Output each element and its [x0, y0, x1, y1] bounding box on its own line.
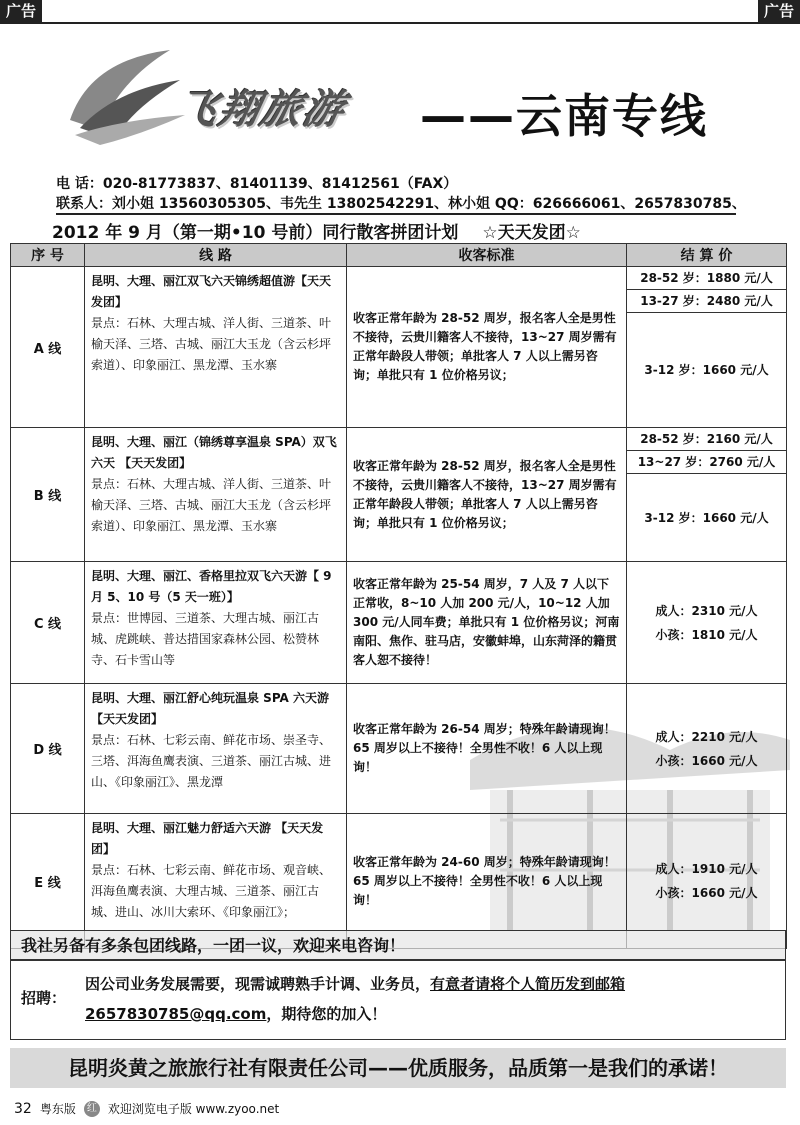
- header-route: 线 路: [85, 244, 347, 267]
- price-item: 成人：1910 元/人: [655, 862, 758, 876]
- route-spots: 景点：石林、七彩云南、鲜花市场、观音峡、洱海鱼鹰表演、大理古城、三道茶、丽江古城、进山、冰川大索环、《印象丽江》；: [91, 863, 332, 919]
- price-item: 成人：2310 元/人: [655, 603, 758, 618]
- divider: [56, 213, 736, 215]
- route-cell: [85, 814, 347, 949]
- ad-label-right: 广告: [758, 0, 800, 22]
- price-item: 28-52 岁：1880 元/人: [627, 267, 786, 290]
- price-item: 小孩：1810 元/人: [655, 627, 758, 642]
- phone-value: 020-81773837、81401139、81412561（FAX）: [102, 176, 458, 192]
- recruitment-label: 招聘：: [21, 989, 67, 1007]
- route-cell: [85, 428, 347, 562]
- row-no: D 线: [11, 684, 85, 814]
- table-row: [11, 814, 787, 949]
- price-item: 3-12 岁：1660 元/人: [644, 510, 769, 525]
- standard-cell: 收客正常年龄为 25-54 周岁，7 人及 7 人以下正常收，8~10 人加 200 元/人，10~12 人加 300 元/人同车费；单批只有 1 位价格另议；河南南阳、焦作、驻马店，安徽蚌埠，山东菏泽的籍贯客人恕不接待！: [347, 562, 627, 684]
- table-row: [11, 684, 787, 814]
- standard-cell: 收客正常年龄为 26-54 周岁；特殊年龄请现询！65 周岁以上不接待！全男性不收！6 人以上现询！: [347, 684, 627, 814]
- route-title-text: 昆明、大理、丽江（锦绣尊享温泉 SPA）双飞六天 【天天发团】: [91, 435, 337, 470]
- route-title-text: 昆明、大理、丽江、香格里拉双飞六天游【 9 月 5、10 号（5 天一班）】: [91, 569, 332, 604]
- table-row: [11, 562, 787, 684]
- route-spots: 景点：石林、七彩云南、鲜花市场、崇圣寺、三塔、洱海鱼鹰表演、三道茶、丽江古城、进山、《印象丽江》、黑龙潭: [91, 733, 332, 789]
- plan-title: [52, 218, 581, 243]
- row-no: C 线: [11, 562, 85, 684]
- row-no: E 线: [11, 814, 85, 949]
- route-title-text: 昆明、大理、丽江双飞六天锦绣超值游【天天发团】: [91, 274, 332, 309]
- header-standard: 收客标准: [347, 244, 627, 267]
- price-cell: [627, 814, 787, 949]
- route-title-text: 昆明、大理、丽江魅力舒适六天游 【天天发团】: [91, 821, 324, 856]
- top-rule: [0, 22, 800, 24]
- page-number: 32: [14, 1100, 32, 1117]
- row-no: B 线: [11, 428, 85, 562]
- plan-title-text: 2012 年 9 月（第一期•10 号前）同行散客拼团计划: [52, 223, 459, 243]
- contact-person-label: 联系人：: [56, 196, 112, 212]
- route-spots: 景点：石林、大理古城、洋人街、三道茶、叶榆天泽、三塔、古城、丽江大玉龙（含云杉坪索道）、印象丽江、黑龙潭、玉水寨: [91, 477, 332, 533]
- route-title: ——云南专线: [420, 89, 708, 143]
- price-item: 13-27 岁：2480 元/人: [627, 290, 786, 313]
- table-row: [11, 428, 787, 562]
- recruitment-box: [10, 960, 786, 1040]
- row-no: A 线: [11, 267, 85, 428]
- tour-table: [10, 243, 787, 949]
- route-cell: [85, 562, 347, 684]
- edition-label: 粤东版: [39, 1102, 76, 1116]
- phone-label: 电 话：: [56, 176, 103, 192]
- route-spots: 景点：石林、大理古城、洋人街、三道茶、叶榆天泽、三塔、古城、丽江大玉龙（含云杉坪索道）、印象丽江、黑龙潭、玉水寨: [91, 316, 332, 372]
- price-item: 小孩：1660 元/人: [655, 753, 758, 768]
- plan-badge: ☆天天发团☆: [482, 223, 581, 243]
- price-cell: [627, 562, 787, 684]
- swoosh-logo-icon: [60, 40, 190, 150]
- standard-cell: 收客正常年龄为 28-52 周岁，报名客人全是男性不接待，云贵川籍客人不接待，13~27 周岁需有正常年龄段人带领；单批客人 7 人以上需另咨询；单批只有 1 位价格另议；: [347, 267, 627, 428]
- table-header-row: [11, 244, 787, 267]
- route-title-text: 昆明、大理、丽江舒心纯玩温泉 SPA 六天游 【天天发团】: [91, 691, 329, 726]
- price-item: 28-52 岁：2160 元/人: [627, 428, 786, 451]
- route-cell: [85, 684, 347, 814]
- group-tour-note: 我社另备有多条包团线路，一团一议，欢迎来电咨询！: [10, 930, 786, 960]
- edition-badge-icon: 红: [84, 1101, 100, 1117]
- price-item: 成人：2210 元/人: [655, 729, 758, 744]
- route-spots: 景点：世博园、三道茶、大理古城、丽江古城、虎跳峡、普达措国家森林公园、松赞林寺、石卡雪山等: [91, 611, 320, 667]
- footer-slogan: 欢迎浏览电子版 www.zyoo.net: [107, 1102, 280, 1116]
- price-cell: [627, 684, 787, 814]
- recruitment-text: 因公司业务发展需要，现需诚聘熟手计调、业务员，有意者请将个人简历发到邮箱 2657830785@qq.com，期待您的加入！: [85, 975, 626, 1023]
- phone-line: [56, 173, 457, 193]
- price-item: 13~27 岁：2760 元/人: [627, 451, 786, 474]
- contact-person-line: [56, 193, 746, 213]
- price-item: 3-12 岁：1660 元/人: [644, 363, 769, 377]
- page-footer: [14, 1100, 279, 1117]
- price-item: 小孩：1660 元/人: [655, 886, 758, 900]
- price-cell: [627, 428, 787, 562]
- contact-person-value: 刘小姐 13560305305、韦先生 13802542291、林小姐 QQ：626666061、2657830785、: [112, 196, 746, 212]
- recruitment-email[interactable]: 有意者请将个人简历发到邮箱 2657830785@qq.com: [85, 975, 626, 1023]
- header-price: 结 算 价: [627, 244, 787, 267]
- ad-label-left: 广告: [0, 0, 42, 22]
- brand-name: 飞翔旅游: [172, 87, 351, 133]
- brand-logo: [60, 40, 420, 150]
- table-row: [11, 267, 787, 428]
- price-cell: [627, 267, 787, 428]
- header-no: 序 号: [11, 244, 85, 267]
- company-slogan: 昆明炎黄之旅旅行社有限责任公司——优质服务，品质第一是我们的承诺！: [10, 1048, 786, 1088]
- standard-cell: 收客正常年龄为 28-52 周岁，报名客人全是男性不接待，云贵川籍客人不接待，13~27 周岁需有正常年龄段人带领；单批客人 7 人以上需另咨询；单批只有 1 位价格另议；: [347, 428, 627, 562]
- route-cell: [85, 267, 347, 428]
- standard-cell: 收客正常年龄为 24-60 周岁；特殊年龄请现询！65 周岁以上不接待！全男性不收！6 人以上现询！: [347, 814, 627, 949]
